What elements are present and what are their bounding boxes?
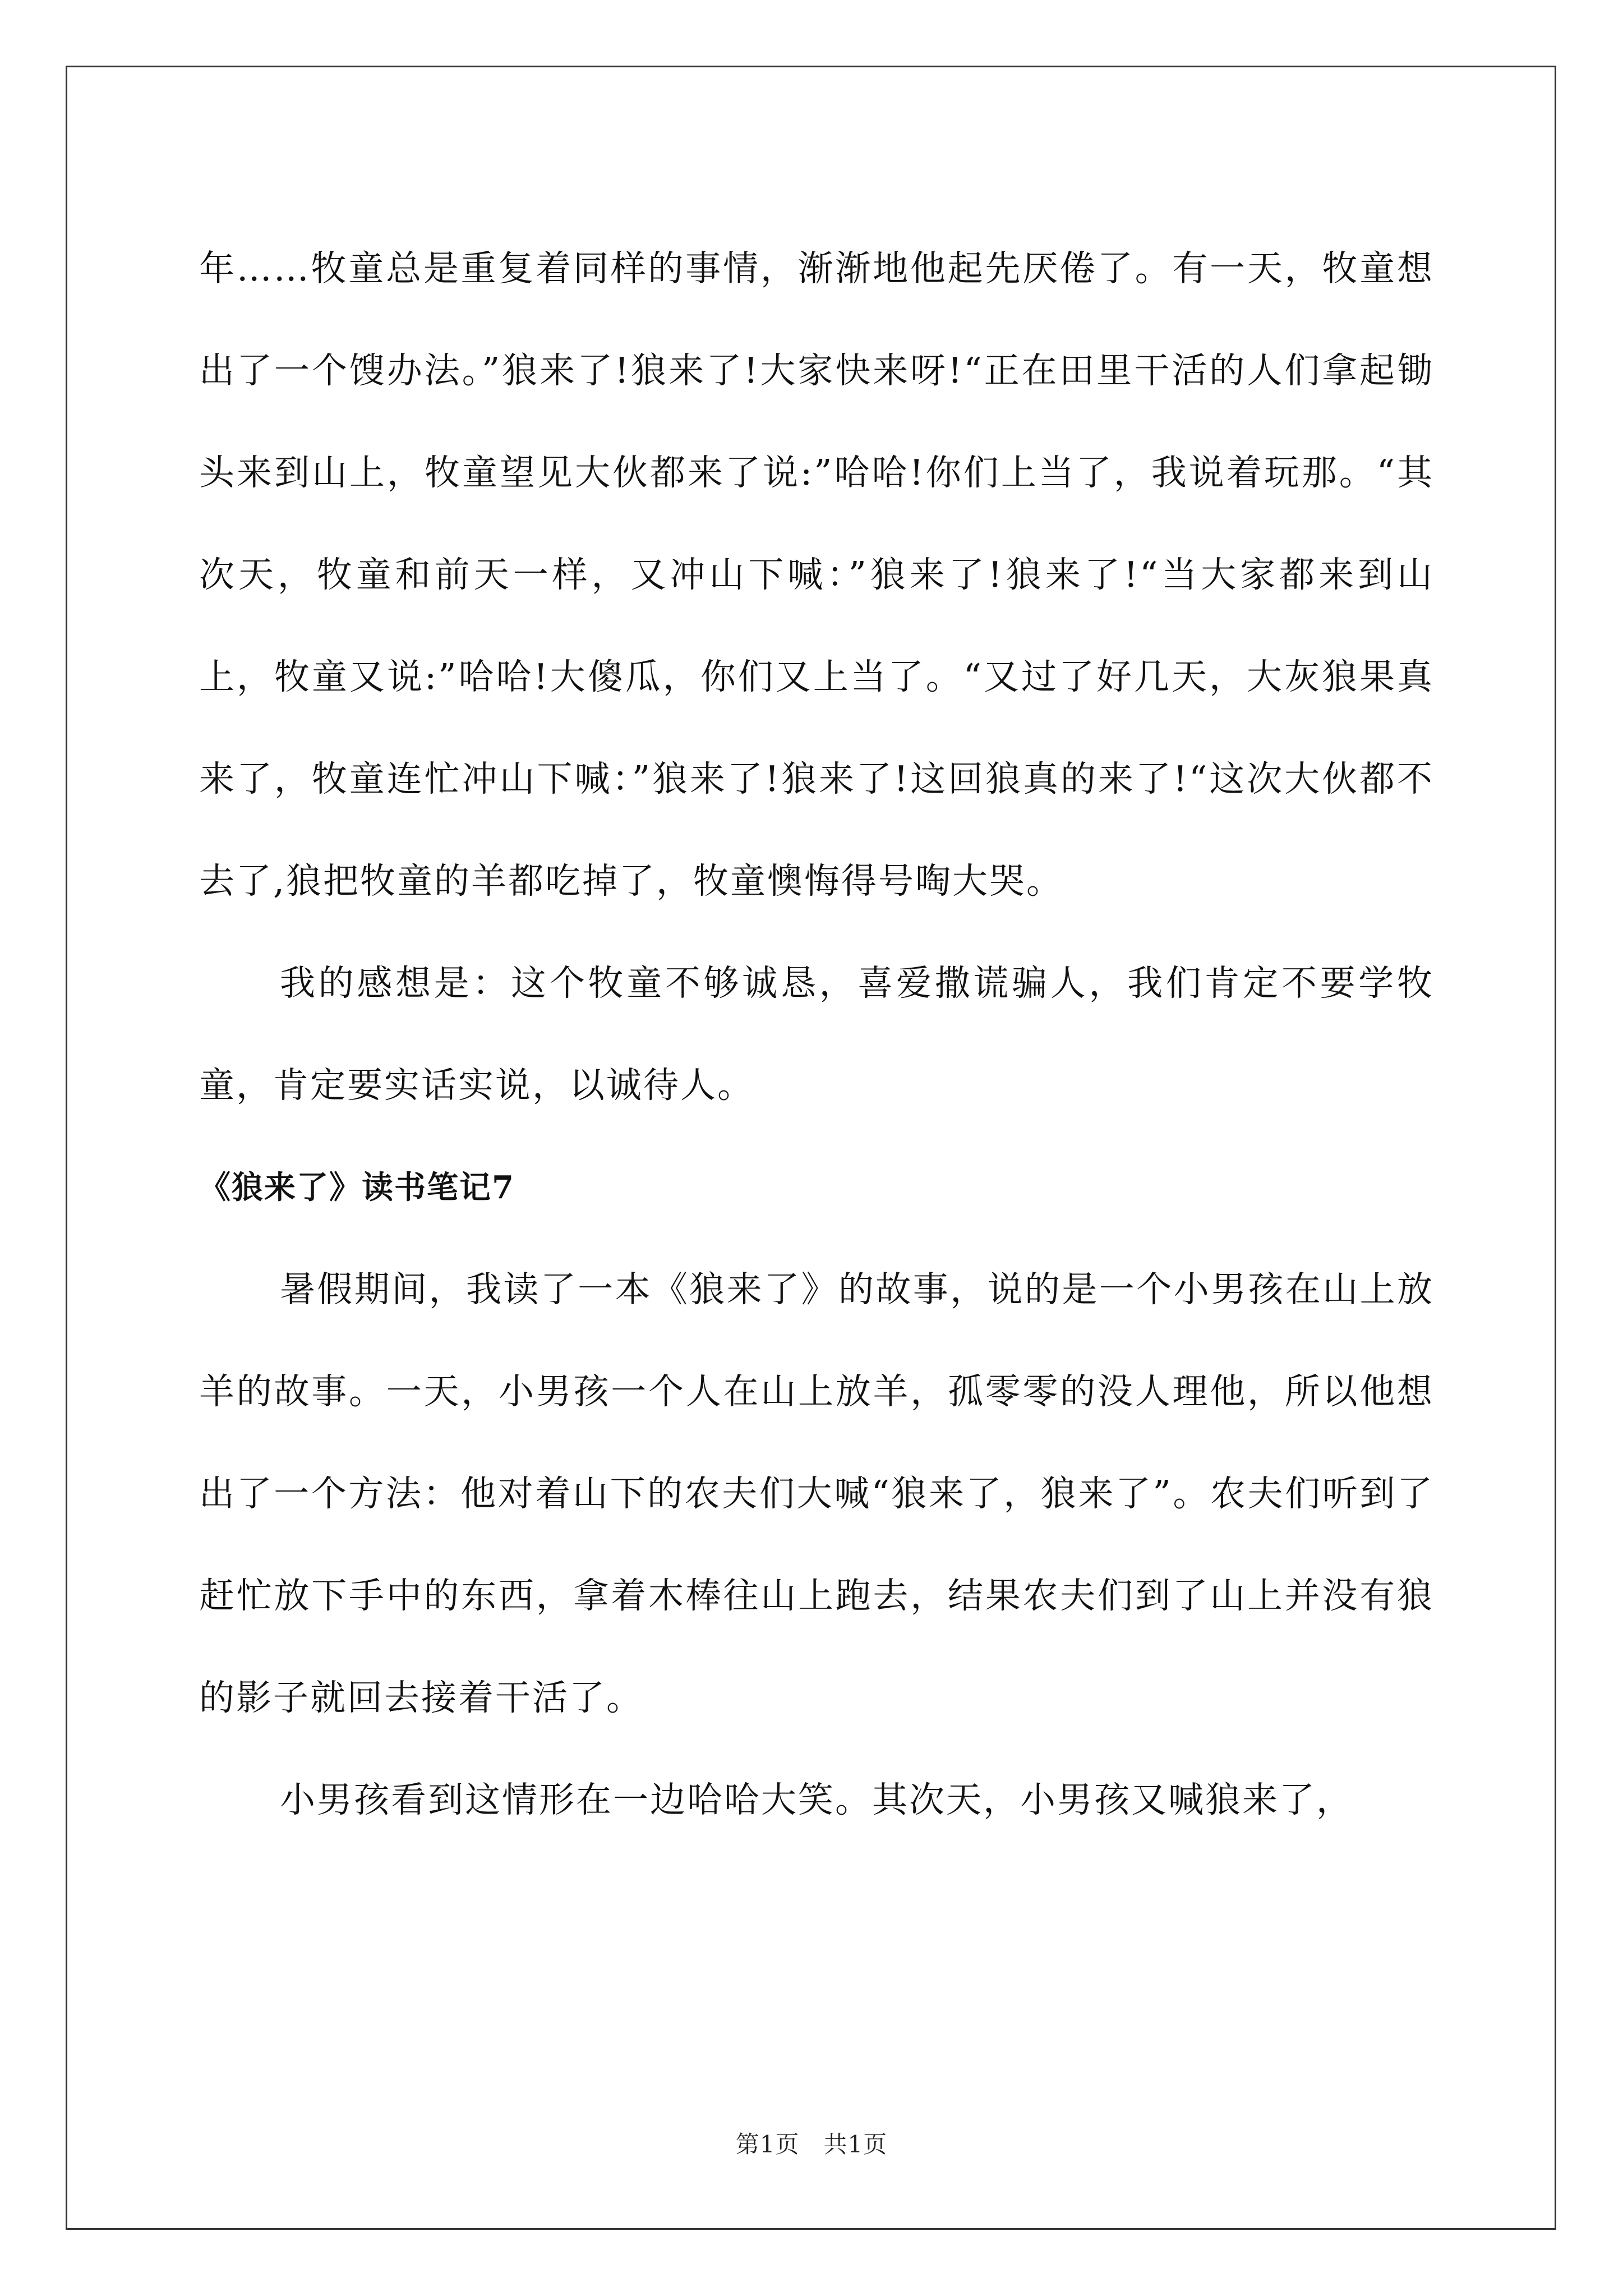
body-paragraph-continuation: 年……牧童总是重复着同样的事情，渐渐地他起先厌倦了。有一天，牧童想出了一个馊办法。”狼来了!狼来了!大家快来呀!“正在田里干活的人们拿起锄头来到山上，牧童望见大伙都来了说:”哈哈!你们上当了，我说着玩那。“其次天，牧童和前天一样，又冲山下喊：”狼来了!狼来了!“当大家都来到山上，牧童又说:”哈哈!大傻瓜，你们又上当了。“又过了好几天，大灰狼果真来了，牧童连忙冲山下喊：”狼来了!狼来了!这回狼真的来了!“这次大伙都不去了,狼把牧童的羊都吃掉了，牧童懊悔得号啕大哭。: [199, 248, 1434, 901]
section-paragraph-continued: 小男孩看到这情形在一边哈哈大笑。其次天，小男孩又喊狼来了，: [280, 1779, 1353, 1820]
document-body: [199, 218, 1434, 1851]
page-footer: 第1页 共1页: [735, 2131, 888, 2158]
section-heading: 《狼来了》读书笔记7: [199, 1169, 515, 1206]
body-paragraph-reflection: 我的感想是：这个牧童不够诚恳，喜爱撒谎骗人，我们肯定不要学牧童，肯定要实话实说，以诚待人。: [199, 963, 1434, 1106]
section-paragraph-story: 暑假期间，我读了一本《狼来了》的故事，说的是一个小男孩在山上放羊的故事。一天，小男孩一个人在山上放羊，孤零零的没人理他，所以他想出了一个方法：他对着山下的农夫们大喊“狼来了，狼来了”。农夫们听到了赶忙放下手中的东西，拿着木棒往山上跑去，结果农夫们到了山上并没有狼的影子就回去接着干活了。: [199, 1269, 1434, 1718]
